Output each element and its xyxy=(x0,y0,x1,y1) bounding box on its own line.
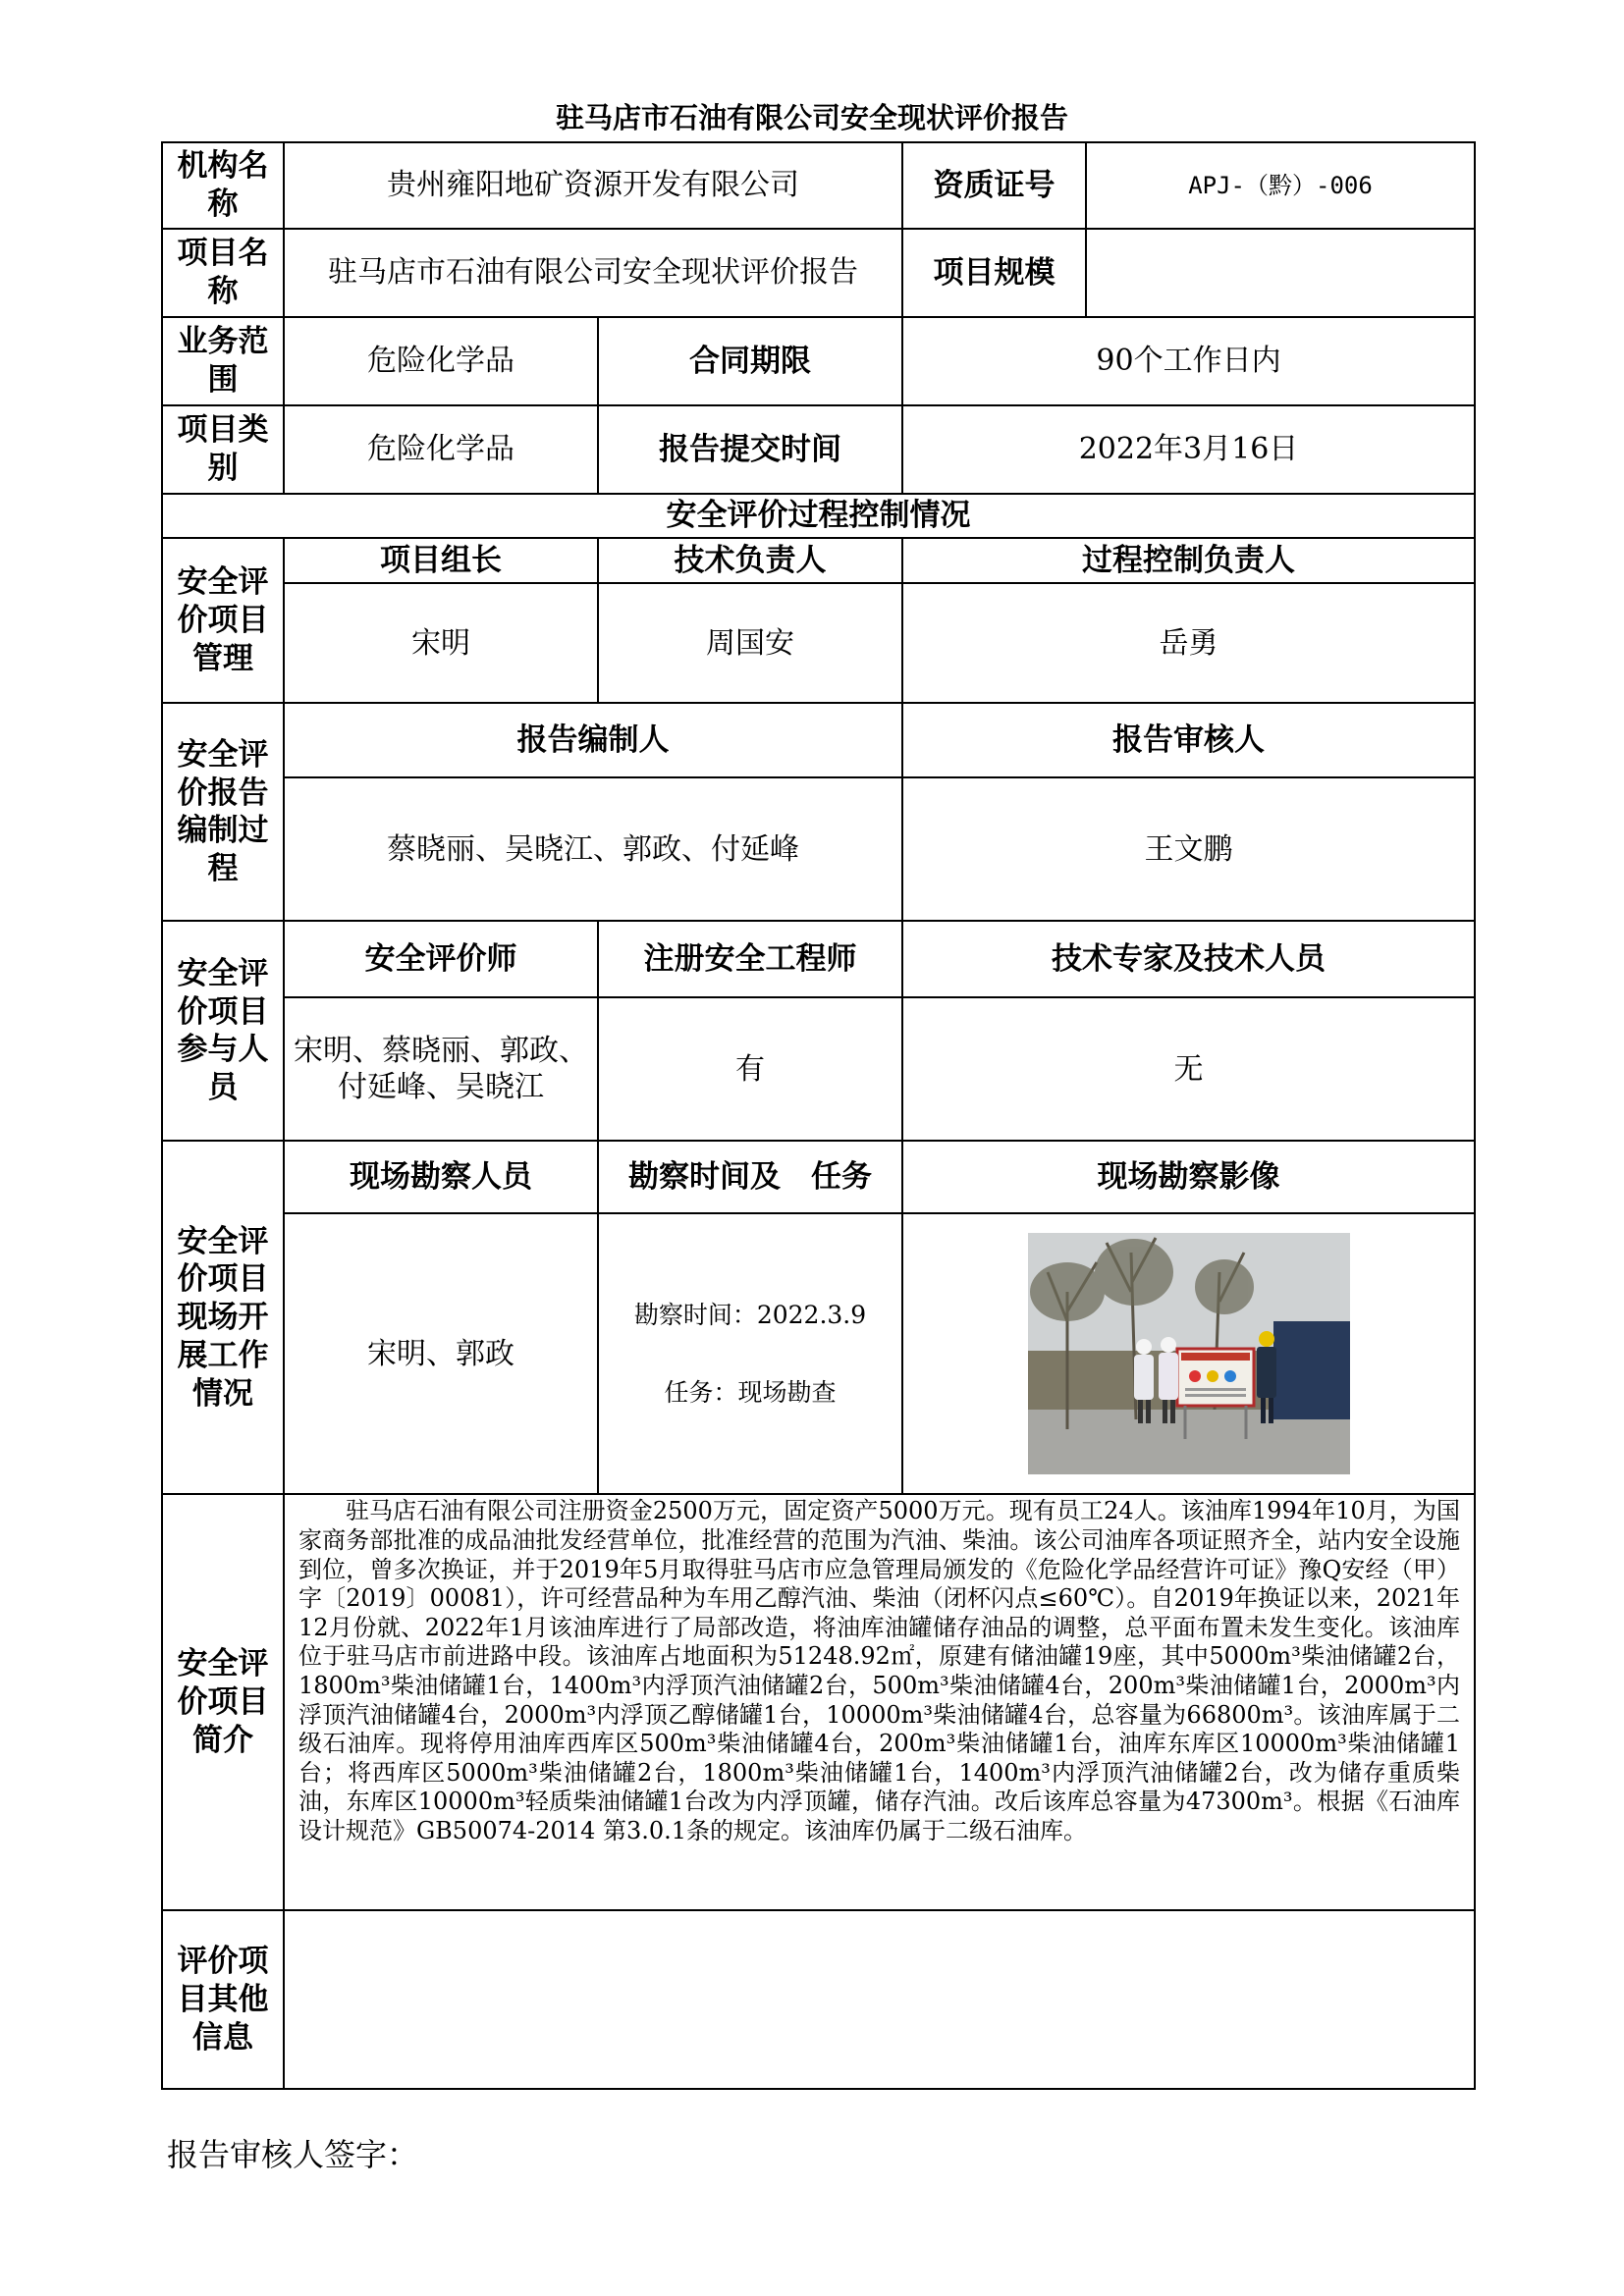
compile-v1: 蔡晓丽、吴晓江、郭政、付延峰 xyxy=(284,777,902,921)
site-label: 安全评价项目现场开展工作情况 xyxy=(162,1141,284,1494)
report-form-table xyxy=(161,141,1476,2090)
compile-label: 安全评价报告编制过程 xyxy=(162,703,284,921)
row-business xyxy=(162,317,1475,405)
other-label: 评价项目其他信息 xyxy=(162,1910,284,2089)
proj-scale-label: 项目规模 xyxy=(902,229,1086,317)
org-value: 贵州雍阳地矿资源开发有限公司 xyxy=(284,142,902,229)
proj-scale-value xyxy=(1086,229,1475,317)
submit-label: 报告提交时间 xyxy=(598,405,902,494)
compile-v2: 王文鹏 xyxy=(902,777,1475,921)
row-staff-values xyxy=(162,997,1475,1141)
row-staff-header xyxy=(162,921,1475,997)
row-compile-header xyxy=(162,703,1475,777)
type-label: 项目类别 xyxy=(162,405,284,494)
org-label: 机构名称 xyxy=(162,142,284,229)
survey-info xyxy=(598,1213,902,1494)
compile-h2: 报告审核人 xyxy=(902,703,1475,777)
row-site-values xyxy=(162,1213,1475,1494)
signature-label: 报告审核人签字： xyxy=(167,2136,419,2173)
mgmt-h2: 技术负责人 xyxy=(598,538,902,583)
staff-v2: 有 xyxy=(598,997,902,1141)
row-other xyxy=(162,1910,1475,2089)
intro-text xyxy=(284,1494,1475,1910)
submit-value: 2022年3月16日 xyxy=(902,405,1475,494)
compile-h1: 报告编制人 xyxy=(284,703,902,777)
staff-v3: 无 xyxy=(902,997,1475,1141)
mgmt-label: 安全评价项目管理 xyxy=(162,538,284,703)
row-project-name xyxy=(162,229,1475,317)
survey-task: 任务：现场勘查 xyxy=(664,1378,837,1408)
site-h3: 现场勘察影像 xyxy=(902,1141,1475,1213)
staff-v1-line2: 付延峰、吴晓江 xyxy=(338,1070,544,1105)
row-process-header xyxy=(162,494,1475,538)
type-value: 危险化学品 xyxy=(284,405,598,494)
proj-name-label: 项目名称 xyxy=(162,229,284,317)
site-photo xyxy=(1028,1233,1350,1474)
site-h1: 现场勘察人员 xyxy=(284,1141,598,1213)
biz-label: 业务范围 xyxy=(162,317,284,405)
contract-label: 合同期限 xyxy=(598,317,902,405)
staff-v1 xyxy=(284,997,598,1141)
staff-h1: 安全评价师 xyxy=(284,921,598,997)
proj-name-value: 驻马店市石油有限公司安全现状评价报告 xyxy=(284,229,902,317)
row-mgmt-values xyxy=(162,583,1475,703)
row-mgmt-header xyxy=(162,538,1475,583)
site-photo-drawing xyxy=(1028,1233,1350,1474)
mgmt-v2: 周国安 xyxy=(598,583,902,703)
survey-time: 勘察时间：2022.3.9 xyxy=(633,1301,867,1330)
intro-paragraph: 驻马店石油有限公司注册资金2500万元，固定资产5000万元。现有员工24人。该油库1994年10月，为国家商务部批准的成品油批发经营单位，批准经营的范围为汽油、柴油。该公司油库各项证照齐全，站内安全设施到位，曾多次换证，并于2019年5月取得驻马店市应急管理局颁发的《危险化学品经营许可证》豫Q安经（甲）字〔2019〕00081），许可经营品种为车用乙醇汽油、柴油（闭杯闪点≤60℃）。自2019年换证以来，2021年12月份就、2022年1月该油库进行了局部改造，将油库油罐储存油品的调整，总平面布置未发生变化。该油库位于驻马店市前进路中段。该油库占地面积为51248.92㎡，原建有储油罐19座，其中5000m³柴油储罐2台，1800m³柴油储罐1台，1400m³内浮顶汽油储罐2台，500m³柴油储罐4台，200m³柴油储罐1台，2000m³内浮顶汽油储罐4台，2000m³内浮顶乙醇储罐1台，10000m³柴油储罐4台，总容量为66800m³。该油库属于二级石油库。现将停用油库西库区500m³柴油储罐4台，200m³柴油储罐1台，油库东库区10000m³柴油储罐1台；将西库区5000m³柴油储罐2台，1800m³柴油储罐1台，1400m³内浮顶汽油储罐2台，改为储存重质柴油，东库区10000m³轻质柴油储罐1台改为内浮顶罐，储存汽油。改后该库总容量为47300m³。根据《石油库设计规范》GB50074-2014 第3.0.1条的规定。该油库仍属于二级石油库。 xyxy=(298,1497,1460,1844)
biz-value: 危险化学品 xyxy=(284,317,598,405)
staff-label: 安全评价项目参与人员 xyxy=(162,921,284,1141)
intro-label: 安全评价项目简介 xyxy=(162,1494,284,1910)
staff-h3: 技术专家及技术人员 xyxy=(902,921,1475,997)
qual-label: 资质证号 xyxy=(902,142,1086,229)
row-type xyxy=(162,405,1475,494)
contract-value: 90个工作日内 xyxy=(902,317,1475,405)
mgmt-h3: 过程控制负责人 xyxy=(902,538,1475,583)
staff-h2: 注册安全工程师 xyxy=(598,921,902,997)
staff-v1-line1: 宋明、蔡晓丽、郭政、 xyxy=(294,1033,588,1068)
row-intro xyxy=(162,1494,1475,1910)
site-h2: 勘察时间及 任务 xyxy=(598,1141,902,1213)
row-site-header xyxy=(162,1141,1475,1213)
row-compile-values xyxy=(162,777,1475,921)
document-title: 驻马店市石油有限公司安全现状评价报告 xyxy=(555,101,1068,134)
mgmt-h1: 项目组长 xyxy=(284,538,598,583)
mgmt-v1: 宋明 xyxy=(284,583,598,703)
process-header: 安全评价过程控制情况 xyxy=(162,494,1475,538)
row-org xyxy=(162,142,1475,229)
other-value xyxy=(284,1910,1475,2089)
mgmt-v3: 岳勇 xyxy=(902,583,1475,703)
site-photo-cell xyxy=(902,1213,1475,1494)
qual-value: APJ-（黔）-006 xyxy=(1086,142,1475,229)
site-v1: 宋明、郭政 xyxy=(284,1213,598,1494)
